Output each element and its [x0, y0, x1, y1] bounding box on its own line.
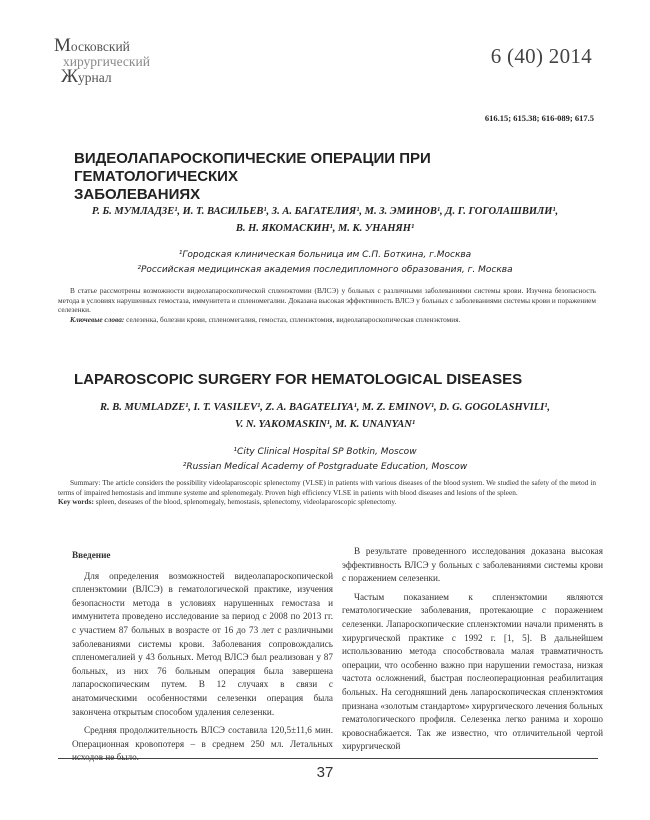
page-number: 37	[316, 764, 334, 781]
footer-rule	[58, 758, 598, 759]
affiliation-en-1: ¹City Clinical Hospital SP Botkin, Moscow	[233, 447, 417, 457]
keywords-ru-label: Ключевые слова:	[70, 314, 125, 324]
authors-en-line-2: V. N. YAKOMASKIN¹, M. K. UNANYAN¹	[235, 419, 415, 430]
paragraph: Частым показанием к спленэктомии являются гематологические заболевания, протекающие с поражением селезенки. Лапароскопические спленэктомии начали применять в хирургической практике с 1992 г. [1, 5]. В дальнейшем использованию метода способствовала малая травматичность операции, что особенно важно при нарушении гемостаза, низкая частота осложнений, быстрая послеоперационная реабилитация больных. На сегодняшний день лапароскопическая спленэктомия признана «золотым стандартом» хирургического лечения больных гематологического профиля. Селезенка легко ранима и хорошо кровоснабжается. Так же известно, что отличительной чертой хирургической	[342, 591, 603, 752]
body-column-left	[72, 545, 333, 770]
logo-line-1: осковский	[70, 39, 130, 54]
abstract-en-text: Summary: The article considers the possibility videolaparoscopic splenectomy (VLSE) in patients with various diseases of the blood system. We studied the safety of the metod in terms of impaired hemostasis and immune systeme and splenomegaly. Proven high efficiency VLSE in patients with blood diseases and lesions of the spleen.	[58, 478, 596, 497]
affiliations-russian	[30, 248, 620, 278]
affiliation-ru-2: ²Российская медицинская академия последипломного образования, г. Москва	[137, 265, 513, 275]
body-column-right	[342, 545, 603, 759]
paragraph: В результате проведенного исследования доказана высокая эффективность ВЛСЭ у больных с заболеваниями системы крови с поражением селезенки.	[342, 546, 603, 584]
issue-number: 6 (40) 2014	[490, 44, 592, 68]
authors-english	[30, 399, 620, 433]
title-ru-line-2: ЗАБОЛЕВАНИЯХ	[74, 186, 201, 203]
title-russian	[74, 150, 594, 204]
paragraph: Средняя продолжительность ВЛСЭ составила 120,5±11,6 мин. Операционная кровопотеря – в среднем 250 мл. Летальных исходов не было.	[72, 725, 333, 763]
logo-cap-m: М	[54, 35, 71, 56]
title-english: LAPAROSCOPIC SURGERY FOR HEMATOLOGICAL DISEASES	[74, 371, 523, 388]
authors-ru-line-1: Р. Б. МУМЛАДЗЕ¹, И. Т. ВАСИЛЬЕВ¹, З. А. БАГАТЕЛИЯ¹, М. З. ЭМИНОВ¹, Д. Г. ГОГОЛАШВИЛИ¹,	[91, 206, 559, 217]
logo-line-3: урнал	[78, 70, 112, 85]
authors-ru-line-2: В. Н. ЯКОМАСКИН¹, М. К. УНАНЯН¹	[235, 223, 415, 234]
paragraph: Для определения возможностей видеолапароскопической спленэктомии (ВЛСЭ) в гематологической практике, изучения безопасности метода в условиях нарушенных гемостаза и иммунитета проведено исследование за период с 2008 по 2013 гг. с участием 87 больных в возрасте от 16 до 73 лет с различными заболеваниями системы крови. Заболевания сопровождались спленомегалией у 43 больных. Метод ВЛСЭ был реализован у 87 больных, из них 76 больным операция была завершена лапароскопическим путем. В 12 случаях в связи с анатомическими особенностями селезенки операция была закончена открытым способом удаления селезенки.	[72, 570, 333, 717]
abstract-ru-text: В статье рассмотрены возможности видеолапароскопической спленэктомии (ВЛСЭ) у больных с различными заболеваниями системы крови. Изучена безопасность метода в условиях нарушенных гемостаза, иммунитета и спленомегалии. Доказана высокая эффективность ВЛСЭ у больных с заболеваниями системы крови и поражением селезенки.	[58, 286, 596, 314]
authors-en-line-1: R. B. MUMLADZE¹, I. T. VASILEV¹, Z. A. BAGATELIYA¹, M. Z. EMINOV¹, D. G. GOGOLASHVILI¹,	[99, 402, 551, 413]
affiliation-en-2: ²Russian Medical Academy of Postgraduate Education, Moscow	[182, 462, 468, 472]
keywords-ru: селезенка, болезни крови, спленомегалия, гемостаз, спленэктомия, видеолапароскопическая спленэктомия.	[124, 314, 461, 324]
title-ru-line-1: ВИДЕОЛАПАРОСКОПИЧЕСКИЕ ОПЕРАЦИИ ПРИ ГЕМАТОЛОГИЧЕСКИХ	[74, 150, 431, 185]
logo-cap-zh: Ж	[61, 66, 79, 87]
abstract-russian	[58, 286, 596, 324]
affiliations-english	[30, 445, 620, 475]
keywords-en-label: Key words:	[58, 497, 94, 506]
journal-logo	[54, 35, 150, 87]
logo-line-2: хирургический	[63, 54, 150, 69]
affiliation-ru-1: ¹Городская клиническая больница им С.П. Боткина, г.Москва	[178, 250, 472, 260]
section-heading-intro: Введение	[72, 550, 111, 560]
keywords-en: spleen, deseases of the blood, splenomegaly, hemostasis, splenectomy, videolaparoscopic splenectomy.	[93, 497, 397, 506]
authors-russian	[30, 203, 620, 237]
udc-code: 616.15; 615.38; 616-089; 617.5	[484, 113, 594, 123]
abstract-english	[58, 478, 596, 507]
